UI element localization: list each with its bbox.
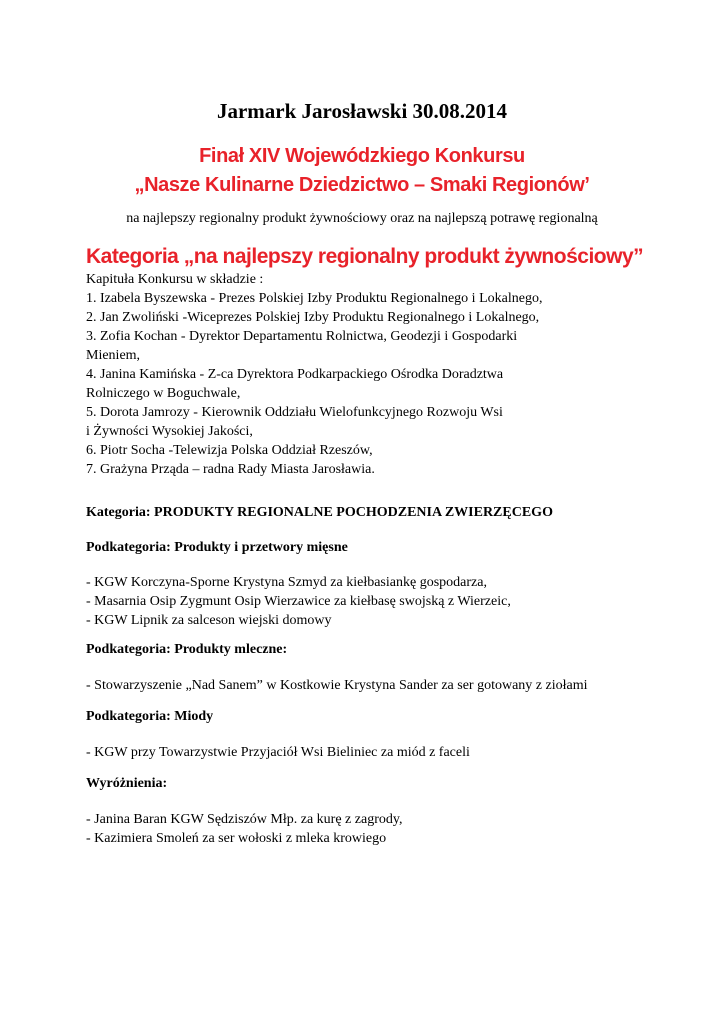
honey-winners-list [86,743,646,762]
jury-section [86,270,646,479]
distinctions-list [86,810,646,848]
meat-winners-list [86,573,646,630]
jury-member-line: 4. Janina Kamińska - Z-ca Dyrektora Podkarpackiego Ośrodka Doradztwa [86,367,504,382]
jury-member-line: i Żywności Wysokiej Jakości, [86,424,253,439]
dairy-subcategory-heading: Podkategoria: Produkty mleczne: [86,642,288,657]
jury-member-line: 7. Grażyna Prząda – radna Rady Miasta Jarosławia. [86,462,375,477]
jury-member-line: Mieniem, [86,348,141,363]
dairy-winners-list [86,676,646,695]
jury-member-line: 6. Piotr Socha -Telewizja Polska Oddział Rzeszów, [86,443,373,458]
list-item: - Janina Baran KGW Sędziszów Młp. za kurę z zagrody, [86,812,403,827]
contest-description: na najlepszy regionalny produkt żywnościowy oraz na najlepszą potrawę regionalną [126,211,598,226]
contest-title-line2: „Nasze Kulinarne Dziedzictwo – Smaki Regionów’ [134,174,590,196]
list-item: - KGW przy Towarzystwie Przyjaciół Wsi Bieliniec za miód z faceli [86,745,470,760]
distinctions-heading: Wyróżnienia: [86,776,168,791]
contest-title-line1: Finał XIV Wojewódzkiego Konkursu [199,145,525,167]
jury-member-line: 2. Jan Zwoliński -Wiceprezes Polskiej Izby Produktu Regionalnego i Lokalnego, [86,310,540,325]
jury-member-line: Rolniczego w Boguchwale, [86,386,241,401]
list-item: - KGW Korczyna-Sporne Krystyna Szmyd za kiełbasiankę gospodarza, [86,575,487,590]
category-heading: Kategoria „na najlepszy regionalny produkt żywnościowy” [86,245,644,268]
honey-subcategory-heading: Podkategoria: Miody [86,709,214,724]
list-item: - Masarnia Osip Zygmunt Osip Wierzawice za kiełbasę swojską z Wierzeic, [86,594,511,609]
document-title: Jarmark Jarosławski 30.08.2014 [216,99,508,123]
meat-subcategory-heading: Podkategoria: Produkty i przetwory mięsne [86,540,348,555]
list-item: - Stowarzyszenie „Nad Sanem” w Kostkowie Krystyna Sander za ser gotowany z ziołami [86,678,588,693]
jury-member-line: 1. Izabela Byszewska - Prezes Polskiej Izby Produktu Regionalnego i Lokalnego, [86,291,543,306]
jury-intro: Kapituła Konkursu w składzie : [86,272,264,287]
list-item: - KGW Lipnik za salceson wiejski domowy [86,613,332,628]
list-item: - Kazimiera Smoleń za ser wołoski z mleka krowiego [86,831,387,846]
animal-category-heading: Kategoria: PRODUKTY REGIONALNE POCHODZENIA ZWIERZĘCEGO [86,505,553,520]
jury-member-line: 3. Zofia Kochan - Dyrektor Departamentu Rolnictwa, Geodezji i Gospodarki [86,329,518,344]
jury-member-line: 5. Dorota Jamrozy - Kierownik Oddziału Wielofunkcyjnego Rozwoju Wsi [86,405,503,420]
